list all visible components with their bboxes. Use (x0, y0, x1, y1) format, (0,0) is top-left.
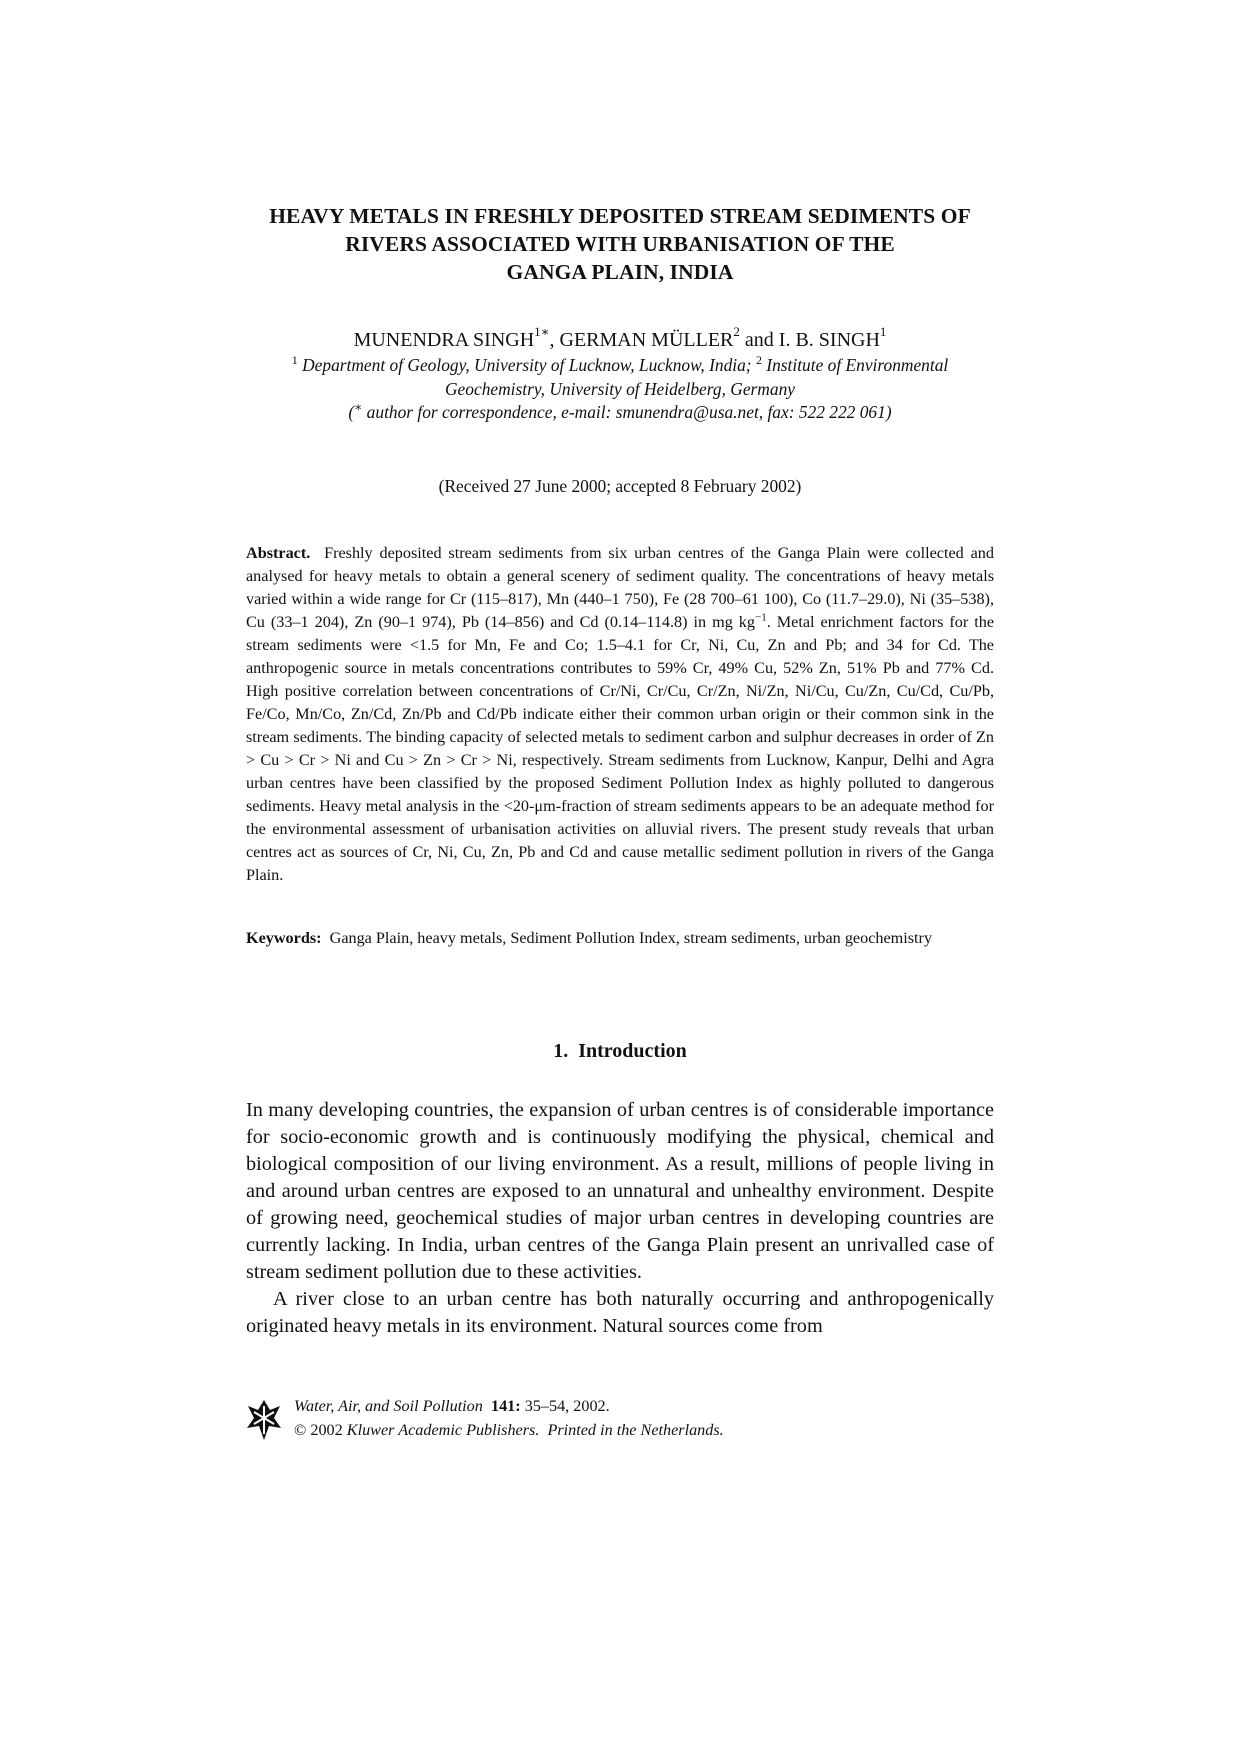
affiliations (246, 354, 994, 425)
author-list (246, 324, 994, 352)
affiliation-marker: 1 (291, 353, 298, 368)
author-separator: and (739, 329, 779, 351)
citation-line (294, 1394, 724, 1418)
printed-in: Printed in the Netherlands. (547, 1421, 724, 1439)
unit-exponent: −1 (755, 611, 767, 624)
correspondence-text: author for correspondence, e-mail: smunendra@usa.net, fax: 522 222 061) (362, 402, 892, 422)
section-heading (246, 1038, 994, 1064)
citation (294, 1394, 724, 1442)
publisher-logo-icon (246, 1398, 282, 1442)
section-number: 1. (553, 1040, 569, 1062)
paragraph: In many developing countries, the expansion of urban centres is of considerable importance for socio-economic growth and is continuously modifying the physical, chemical and biological composition of our living environment. As a result, millions of people living in and around urban centres are exposed to an unnatural and unhealthy environment. Despite of growing need, geochemical studies of major urban centres in developing countries are currently lacking. In India, urban centres of the Ganga Plain present an unrivalled case of stream sediment pollution due to these activities. (246, 1099, 994, 1283)
keywords (246, 927, 994, 950)
keywords-label: Keywords: (246, 929, 322, 947)
author-affiliation-marker: 1 (879, 324, 887, 340)
received-dates: (Received 27 June 2000; accepted 8 February 2002) (438, 476, 802, 496)
journal-volume: 141: (490, 1397, 521, 1415)
paragraph: A river close to an urban centre has both naturally occurring and anthropogenically originated heavy metals in its environment. Natural sources come from (246, 1288, 994, 1337)
correspondence-marker: ∗ (354, 400, 363, 415)
abstract-text: . Metal enrichment factors for the stream sediments were <1.5 for Mn, Fe and Co; 1.5–4.1 for Cr, Ni, Cu, Zn and Pb; and 34 for Cd. The anthropogenic source in metals concentrations contributes to 59% Cr, 49% Cu, 52% Zn, 51% Pb and 77% Cd. High positive correlation between concentrations of Cr/Ni, Cr/Cu, Cr/Zn, Ni/Zn, Ni/Cu, Cu/Zn, Cu/Cd, Cu/Pb, Fe/Co, Mn/Co, Zn/Cd, Zn/Pb and Cd/Pb indicate either their common urban origin or their common sink in the stream sediments. The binding capacity of selected metals to sediment carbon and sulphur decreases in order of Zn > Cu > Cr > Ni and Cu > Zn > Cr > Ni, respectively. Stream sediments from Lucknow, Kanpur, Delhi and Agra urban centres have been classified by the proposed Sediment Pollution Index as highly polluted to dangerous sediments. Heavy metal analysis in the <20-μm-fraction of stream sediments appears to be an adequate method for the environmental assessment of urbanisation activities on alluvial rivers. The present study reveals that urban centres act as sources of Cr, Ni, Cu, Zn, Pb and Cd and cause metallic sediment pollution in rivers of the Ganga Plain. (246, 613, 995, 884)
title-line: GANGA PLAIN, INDIA (506, 260, 734, 284)
author-separator: , (549, 329, 560, 351)
abstract-text: Freshly deposited stream sediments from six urban centres of the Ganga Plain were collected and analysed for heavy metals to obtain a general scenery of sediment quality. The concentrations of heavy metals varied within a wide range for Cr (115–817), Mn (440–1 750), Fe (28 700–61 100), Co (11.7–29.0), Ni (35–538), Cu (33–1 204), Zn (90–1 974), Pb (14–856) and Cd (0.14–114.8) in mg kg (246, 544, 994, 631)
title-line: HEAVY METALS IN FRESHLY DEPOSITED STREAM SEDIMENTS OF (269, 204, 971, 228)
author-name: MUNENDRA SINGH (353, 329, 535, 351)
paper-title (246, 202, 994, 286)
copyright-line (294, 1418, 724, 1442)
abstract (246, 542, 994, 887)
author-affiliation-marker: 2 (733, 324, 740, 340)
body-text (246, 1097, 994, 1340)
author-affiliation-marker: 1∗ (534, 324, 550, 340)
publisher-name: Kluwer Academic Publishers. (346, 1421, 540, 1439)
journal-footer (246, 1394, 994, 1446)
copyright-symbol: © 2002 (294, 1421, 347, 1439)
section-title: Introduction (578, 1040, 687, 1062)
author-name: I. B. SINGH (778, 329, 880, 351)
affiliation-marker: 2 (755, 353, 762, 368)
correspondence-open: ( (348, 402, 355, 422)
affiliation-text: Department of Geology, University of Lucknow, Lucknow, India; (297, 355, 756, 375)
affiliation-line (246, 378, 994, 402)
journal-pages: 35–54, 2002. (520, 1397, 610, 1415)
affiliation-line (246, 354, 994, 378)
author-name: GERMAN MÜLLER (559, 329, 734, 351)
title-line: RIVERS ASSOCIATED WITH URBANISATION OF THE (345, 232, 895, 256)
affiliation-text: Geochemistry, University of Heidelberg, Germany (445, 378, 795, 399)
correspondence-line (246, 401, 994, 425)
abstract-label: Abstract. (246, 544, 311, 562)
journal-name: Water, Air, and Soil Pollution (294, 1397, 483, 1415)
affiliation-text: Institute of Environmental (761, 355, 949, 375)
keywords-text: Ganga Plain, heavy metals, Sediment Pollution Index, stream sediments, urban geochemistry (329, 929, 933, 947)
